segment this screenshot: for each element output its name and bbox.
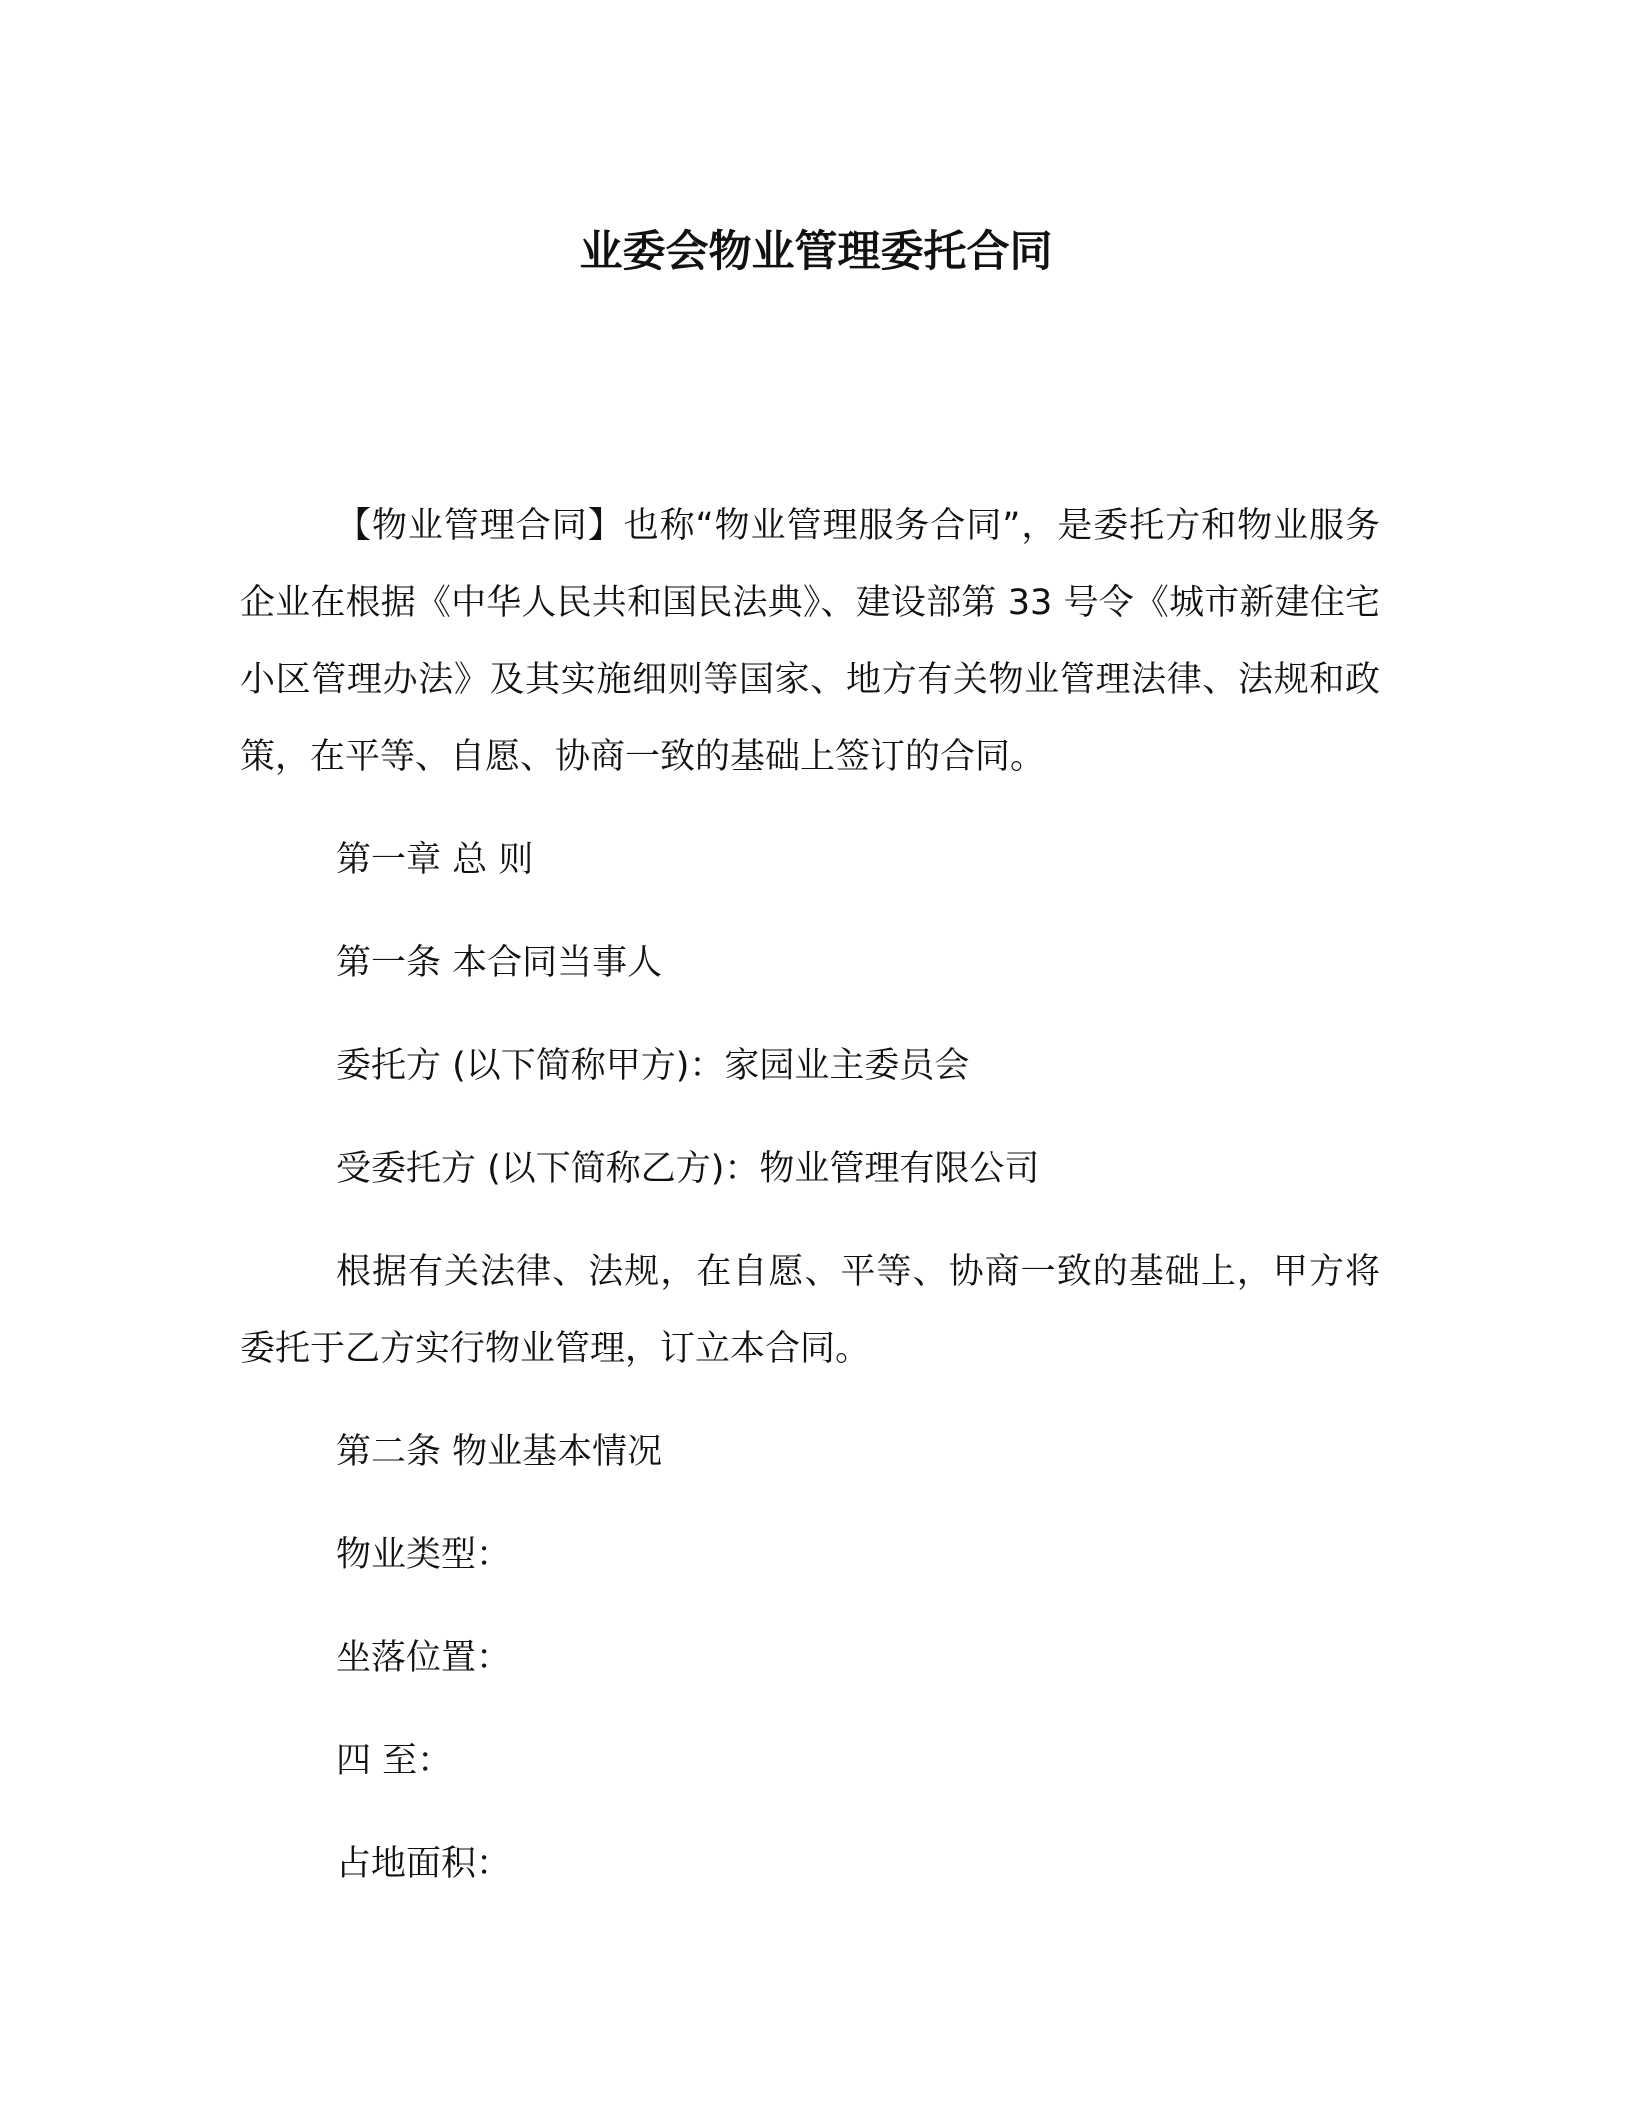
land-area-field: 占地面积： [336, 1844, 512, 1884]
boundaries-field: 四 至： [336, 1741, 453, 1781]
article-1-heading: 第一条 本合同当事人 [336, 943, 663, 983]
document-body [240, 488, 1380, 1929]
party-b-line: 受委托方 (以下简称乙方)：物业管理有限公司 [336, 1149, 1040, 1189]
chapter-heading: 第一章 总 则 [336, 840, 534, 880]
document-title: 业委会物业管理委托合同 [579, 227, 1053, 277]
party-a-line: 委托方 (以下简称甲方)：家园业主委员会 [336, 1046, 970, 1086]
article-2-heading: 第二条 物业基本情况 [336, 1432, 663, 1472]
article-1-paragraph: 根据有关法律、法规，在自愿、平等、协商一致的基础上，甲方将委托于乙方实行物业管理，订立本合同。 [240, 1252, 1380, 1369]
location-field: 坐落位置： [336, 1638, 512, 1678]
property-type-field: 物业类型： [336, 1535, 512, 1575]
intro-paragraph: 【物业管理合同】也称“物业管理服务合同”，是委托方和物业服务企业在根据《中华人民共和国民法典》、建设部第 33 号令《城市新建住宅小区管理办法》及其实施细则等国家、地方有关物业管理法律、法规和政策，在平等、自愿、协商一致的基础上签订的合同。 [240, 506, 1380, 777]
